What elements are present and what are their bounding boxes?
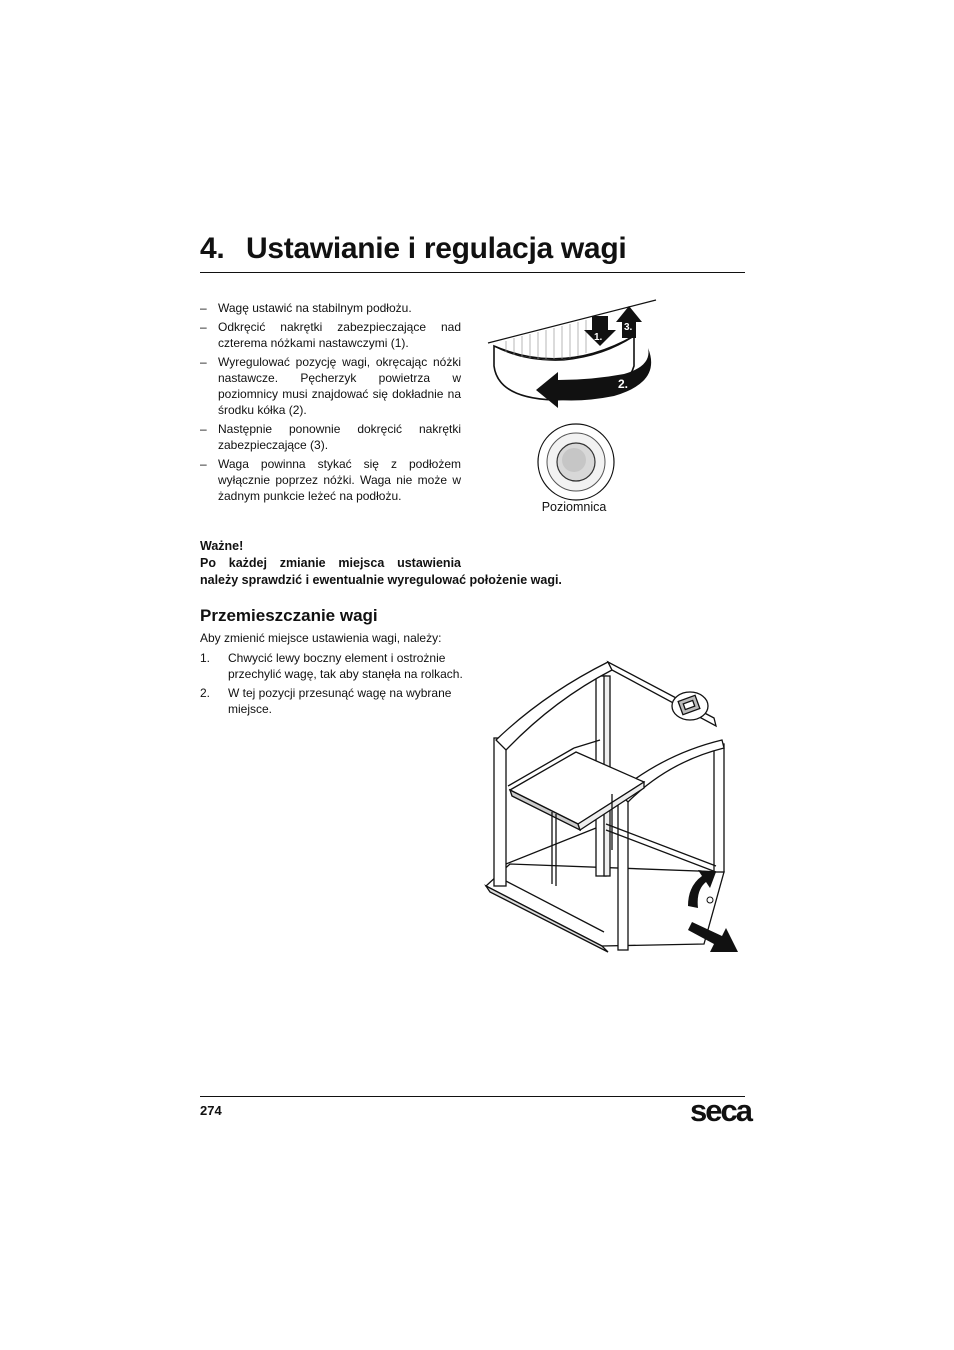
important-heading: Ważne! <box>200 539 244 553</box>
section-intro: Aby zmienić miejsce ustawienia wagi, należy: <box>200 631 442 645</box>
chapter-number: 4. <box>200 232 225 265</box>
setup-steps-list <box>200 300 461 507</box>
brand-logo: seca <box>690 1093 751 1128</box>
label-step-2: 2. <box>618 377 629 391</box>
important-line-1: Po każdej zmianie miejsca ustawienia <box>200 556 461 570</box>
list-item: – Waga powinna stykać się z podłożem wyłącznie poprzez nóżki. Waga nie może w żadnym punkcie leżeć na podłożu. <box>200 456 461 504</box>
footer-rule <box>200 1096 745 1097</box>
section-title: Przemieszczanie wagi <box>200 606 378 625</box>
chapter-title-text: Ustawianie i regulacja wagi <box>246 232 627 265</box>
step-number: 1. <box>200 651 211 665</box>
list-item: – Wyregulować pozycję wagi, okręcając nóżki nastawcze. Pęcherzyk powietrza w poziomnicy musi znajdować się dokładnie na środku kółka (2). <box>200 354 461 418</box>
list-item: – Odkręcić nakrętki zabezpieczające nad czterema nóżkami nastawczymi (1). <box>200 319 461 351</box>
title-rule <box>200 272 745 273</box>
list-item <box>200 650 465 682</box>
level-caption: Poziomnica <box>541 500 607 514</box>
important-note <box>200 538 620 589</box>
foot-adjustment-figure <box>484 296 664 516</box>
scale-chair-figure <box>484 654 742 958</box>
post-right-front <box>618 794 628 950</box>
important-line-2: należy sprawdzić i ewentualnie wyregulować położenie wagi. <box>200 573 562 587</box>
display-unit <box>672 692 708 720</box>
label-step-1: 1. <box>594 332 603 343</box>
chapter-title <box>200 232 626 266</box>
left-armrest <box>496 662 612 750</box>
thread-lines <box>506 320 586 359</box>
page-number: 274 <box>200 1103 222 1118</box>
moving-steps-list <box>200 650 465 720</box>
post-left-front <box>494 738 506 886</box>
step-text: W tej pozycji przesunąć wagę na wybrane miejsce. <box>228 686 452 716</box>
list-item: – Wagę ustawić na stabilnym podłożu. <box>200 300 461 316</box>
step-text: Chwycić lewy boczny element i ostrożnie przechylić wagę, tak aby stanęła na rolkach. <box>228 651 463 681</box>
post-right-back <box>714 744 724 872</box>
list-item: – Następnie ponownie dokręcić nakrętki zabezpieczające (3). <box>200 421 461 453</box>
list-item <box>200 685 465 717</box>
label-step-3: 3. <box>624 322 633 333</box>
step-number: 2. <box>200 686 211 700</box>
